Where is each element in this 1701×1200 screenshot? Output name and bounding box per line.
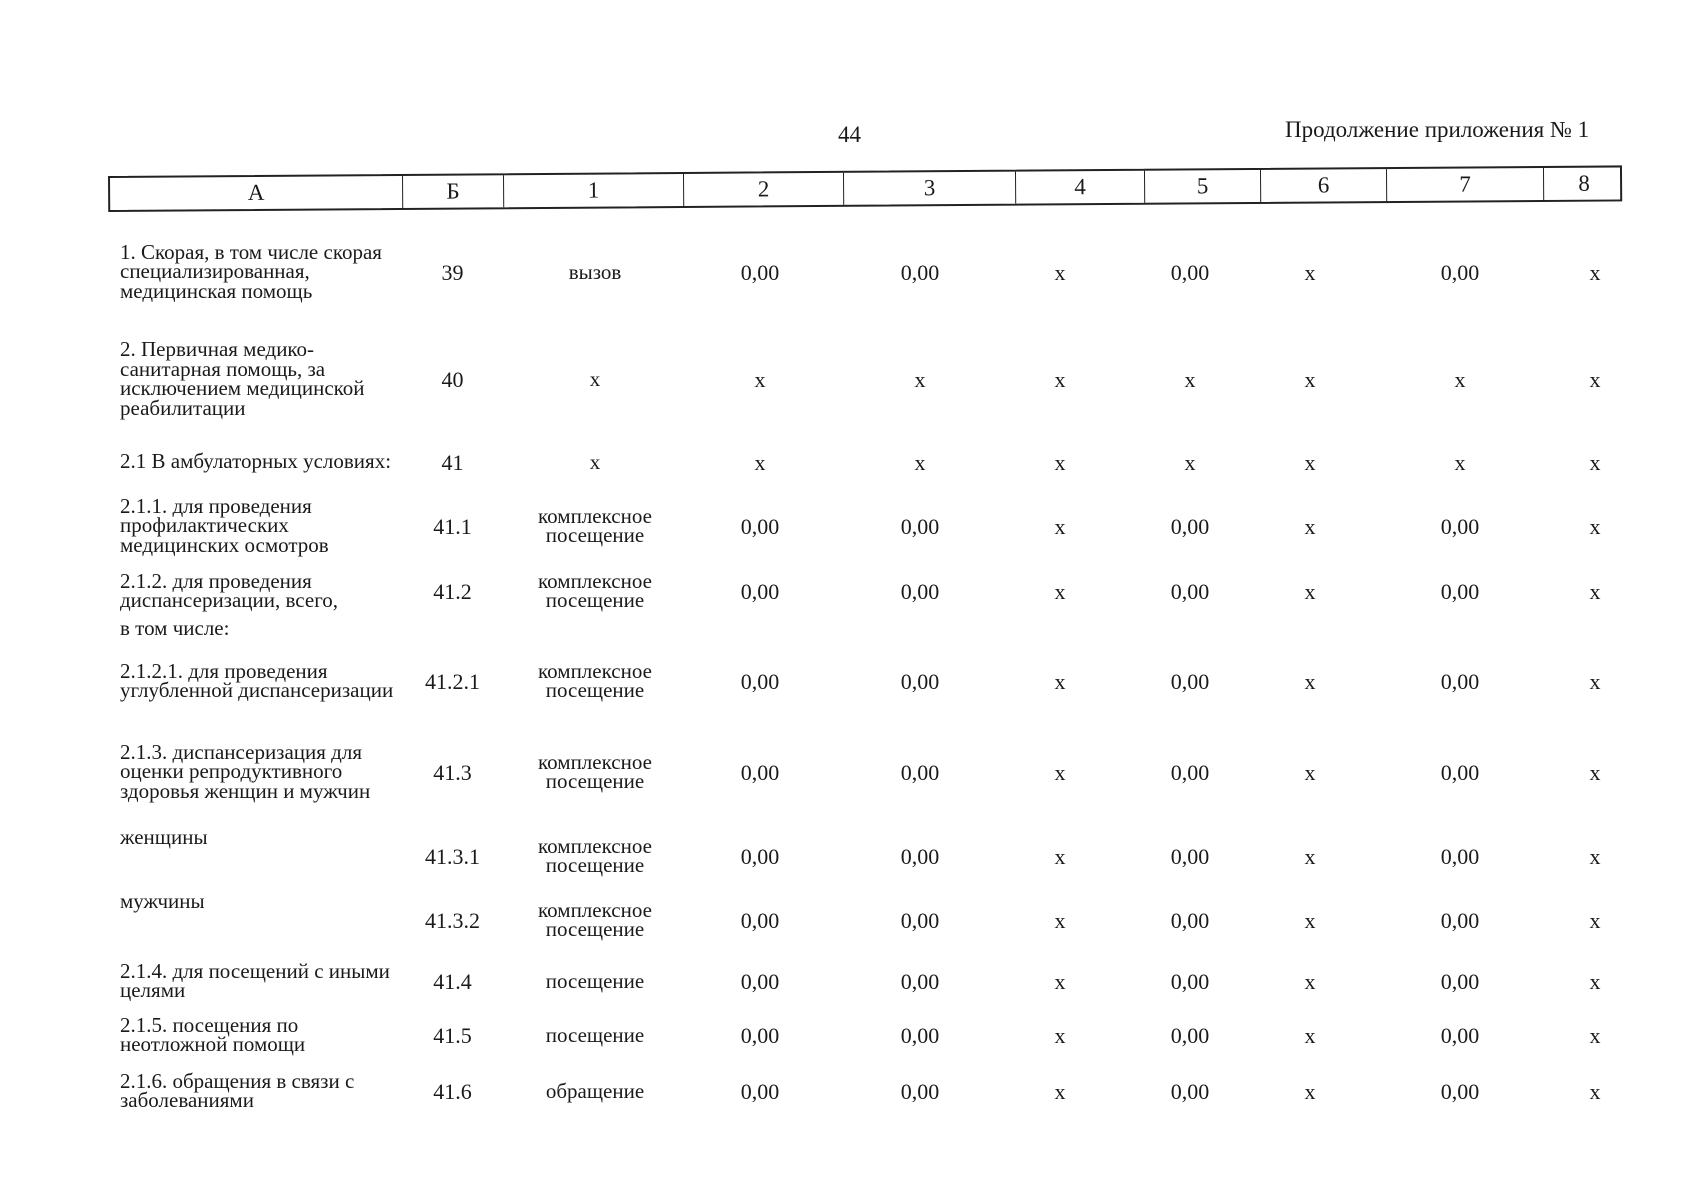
cell-c7: 0,00: [1440, 907, 1480, 933]
table-row: [0, 958, 1701, 1004]
row-label: в том числе:: [120, 616, 230, 641]
cell-c2: 0,00: [740, 578, 780, 604]
row-unit: посещение: [545, 968, 645, 993]
cell-c4: х: [1054, 259, 1066, 285]
column-header-2: Б: [402, 175, 503, 208]
cell-c4: х: [1054, 513, 1066, 539]
cell-c2: х: [754, 449, 766, 475]
cell-c7: [1400, 616, 1520, 642]
cell-c4: х: [1054, 1078, 1066, 1104]
cell-c6: х: [1304, 907, 1316, 933]
row-unit: комплексное посещение: [538, 659, 652, 702]
column-header-1: А: [247, 179, 265, 206]
cell-c7: 0,00: [1440, 578, 1480, 604]
cell-c7: 0,00: [1440, 513, 1480, 539]
cell-c5: 0,00: [1170, 578, 1210, 604]
cell-c4: х: [1054, 366, 1066, 392]
cell-c4: х: [1054, 578, 1066, 604]
cell-c7: 0,00: [1440, 1022, 1480, 1048]
cell-c6: х: [1304, 449, 1316, 475]
cell-c7: 0,00: [1440, 259, 1480, 285]
row-unit: комплексное посещение: [538, 898, 652, 941]
row-label: женщины: [120, 825, 208, 849]
cell-c3: 0,00: [900, 513, 940, 539]
cell-c8: х: [1589, 759, 1601, 785]
cell-c6: х: [1304, 968, 1316, 994]
column-header-5: 3: [843, 172, 1015, 205]
cell-c2: х: [754, 366, 766, 392]
cell-c5: 0,00: [1170, 668, 1210, 694]
cell-c2: 0,00: [740, 907, 780, 933]
cell-c3: 0,00: [900, 907, 940, 933]
row-code: 41.3: [433, 759, 472, 785]
row-code: 41.4: [433, 968, 472, 994]
table-row: [0, 1066, 1701, 1116]
table-row: [0, 1012, 1701, 1058]
cell-c4: х: [1054, 1022, 1066, 1048]
row-code: 41.6: [433, 1078, 472, 1104]
cell-c3: 0,00: [900, 1022, 940, 1048]
cell-c5: 0,00: [1170, 759, 1210, 785]
column-header-8: 6: [1260, 169, 1386, 202]
cell-c3: 0,00: [900, 843, 940, 869]
cell-c7: 0,00: [1440, 1078, 1480, 1104]
table-row: [0, 722, 1701, 822]
cell-c4: х: [1054, 759, 1066, 785]
cell-c7: 0,00: [1440, 968, 1480, 994]
cell-c3: 0,00: [900, 968, 940, 994]
cell-c6: х: [1304, 578, 1316, 604]
cell-c5: х: [1184, 366, 1196, 392]
cell-c4: [1020, 616, 1100, 642]
table-row: [0, 438, 1701, 486]
cell-c8: х: [1589, 968, 1601, 994]
cell-c5: 0,00: [1170, 907, 1210, 933]
row-code: 41.3.2: [425, 907, 480, 933]
row-unit: [510, 616, 680, 642]
row-label: 2.1.2. для проведения диспансеризации, всего,: [120, 568, 339, 612]
column-header-4: 2: [683, 173, 843, 206]
cell-c5: 0,00: [1170, 1078, 1210, 1104]
cell-c3: х: [914, 449, 926, 475]
cell-c3: 0,00: [900, 578, 940, 604]
cell-c2: 0,00: [740, 968, 780, 994]
cell-c8: х: [1589, 1078, 1601, 1104]
table-row: [0, 646, 1701, 716]
row-unit: комплексное посещение: [538, 504, 652, 547]
cell-c4: х: [1054, 449, 1066, 475]
cell-c2: 0,00: [740, 843, 780, 869]
row-code: 41.5: [433, 1022, 472, 1048]
cell-c3: 0,00: [900, 668, 940, 694]
column-header-10: 8: [1543, 167, 1624, 200]
column-header-9: 7: [1386, 168, 1543, 201]
row-code: 41.2: [433, 578, 472, 604]
cell-c5: 0,00: [1170, 1022, 1210, 1048]
row-label: 2.1.2.1. для проведения углубленной диспансеризации: [120, 658, 394, 702]
row-code: 41.2.1: [425, 668, 480, 694]
table-row: [0, 566, 1701, 616]
cell-c8: х: [1589, 578, 1601, 604]
row-label: 2.1.4. для посещений с иными целями: [120, 958, 390, 1002]
cell-c4: х: [1054, 843, 1066, 869]
cell-c8: х: [1589, 366, 1601, 392]
cell-c6: х: [1304, 513, 1316, 539]
table-row: [0, 616, 1701, 642]
column-header-3: 1: [503, 174, 683, 207]
table-row: [0, 889, 1701, 948]
row-label: 2.1.6. обращения в связи с заболеваниями: [120, 1068, 355, 1112]
row-unit: х: [589, 449, 601, 474]
row-label: 2. Первичная медико-санитарная помощь, за исключением медицинской реабилитации: [120, 337, 365, 420]
row-label: мужчины: [120, 889, 205, 913]
cell-c6: [1270, 616, 1350, 642]
row-label: 2.1 В амбулаторных условиях:: [120, 449, 392, 474]
cell-c7: 0,00: [1440, 759, 1480, 785]
cell-c8: [1560, 616, 1630, 642]
row-unit: х: [589, 366, 601, 391]
cell-c6: х: [1304, 366, 1316, 392]
table-row: [0, 492, 1701, 560]
cell-c6: х: [1304, 1022, 1316, 1048]
cell-c6: х: [1304, 259, 1316, 285]
cell-c5: 0,00: [1170, 843, 1210, 869]
cell-c5: 0,00: [1170, 259, 1210, 285]
cell-c8: х: [1589, 668, 1601, 694]
cell-c2: [700, 616, 820, 642]
cell-c2: 0,00: [740, 513, 780, 539]
cell-c8: х: [1589, 449, 1601, 475]
cell-c7: 0,00: [1440, 668, 1480, 694]
row-code: 41: [441, 449, 464, 475]
cell-c5: х: [1184, 449, 1196, 475]
cell-c2: 0,00: [740, 1078, 780, 1104]
table-row: [0, 326, 1701, 432]
cell-c5: 0,00: [1170, 968, 1210, 994]
appendix-note: Продолжение приложения № 1: [1285, 117, 1590, 142]
row-unit: комплексное посещение: [538, 569, 652, 612]
column-header-6: 4: [1015, 171, 1144, 204]
cell-c8: х: [1589, 843, 1601, 869]
row-unit: комплексное посещение: [538, 834, 652, 877]
cell-c6: х: [1304, 668, 1316, 694]
row-unit: посещение: [545, 1022, 645, 1047]
table-row: [0, 228, 1701, 316]
cell-c4: х: [1054, 968, 1066, 994]
row-code: 41.3.1: [425, 843, 480, 869]
cell-c7: х: [1454, 449, 1466, 475]
row-label: 2.1.3. диспансеризация для оценки репродуктивного здоровья женщин и мужчин: [120, 739, 371, 803]
cell-c4: х: [1054, 668, 1066, 694]
cell-c8: х: [1589, 259, 1601, 285]
cell-c8: х: [1589, 513, 1601, 539]
cell-c4: х: [1054, 907, 1066, 933]
cell-c5: [1130, 616, 1250, 642]
cell-c3: [860, 616, 980, 642]
cell-c7: 0,00: [1440, 843, 1480, 869]
cell-c6: х: [1304, 759, 1316, 785]
cell-c6: х: [1304, 1078, 1316, 1104]
cell-c6: х: [1304, 843, 1316, 869]
table-row: [0, 825, 1701, 884]
row-label: 2.1.5. посещения по неотложной помощи: [120, 1012, 306, 1056]
cell-c7: х: [1454, 366, 1466, 392]
row-unit: вызов: [568, 259, 622, 284]
row-unit: обращение: [545, 1078, 645, 1103]
cell-c3: 0,00: [900, 1078, 940, 1104]
cell-c2: 0,00: [740, 259, 780, 285]
cell-c3: 0,00: [900, 259, 940, 285]
cell-c3: 0,00: [900, 759, 940, 785]
column-header-7: 5: [1144, 170, 1260, 203]
row-code: 39: [441, 259, 464, 285]
cell-c8: х: [1589, 907, 1601, 933]
cell-c2: 0,00: [740, 1022, 780, 1048]
cell-c8: х: [1589, 1022, 1601, 1048]
row-code: 41.1: [433, 513, 472, 539]
row-label: 1. Скорая, в том числе скорая специализированная, медицинская помощь: [120, 239, 382, 303]
row-label: 2.1.1. для проведения профилактических медицинских осмотров: [120, 493, 329, 557]
row-code: [410, 616, 495, 642]
cell-c2: 0,00: [740, 668, 780, 694]
page-number: 44: [838, 122, 861, 147]
row-unit: комплексное посещение: [538, 750, 652, 793]
cell-c3: х: [914, 366, 926, 392]
cell-c2: 0,00: [740, 759, 780, 785]
row-code: 40: [441, 366, 464, 392]
cell-c5: 0,00: [1170, 513, 1210, 539]
